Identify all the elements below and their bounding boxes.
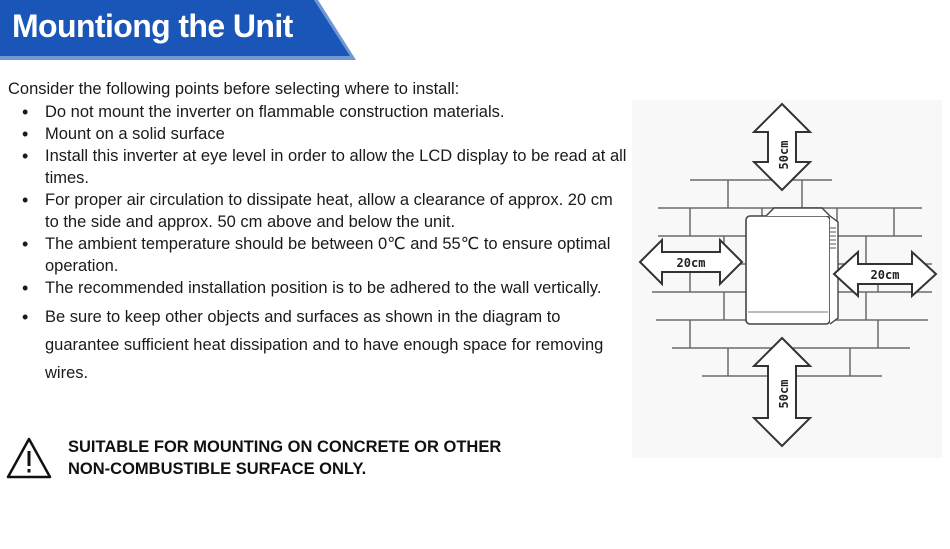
title-banner [0, 0, 356, 60]
warning-text [68, 436, 588, 480]
clearance-diagram-svg [632, 100, 942, 458]
right-clearance-label: 20cm [870, 268, 900, 282]
list-item: • Install this inverter at eye level in order to allow the LCD display to be read at all times. [18, 145, 628, 189]
left-clearance-label: 20cm [676, 256, 706, 270]
warning-notice [6, 436, 606, 484]
list-item: • For proper air circulation to dissipate heat, allow a clearance of approx. 20 cm to the side and approx. 50 cm above and below the unit. [18, 189, 628, 233]
intro-text: Consider the following points before selecting where to install: [8, 80, 460, 98]
install-points-list [18, 101, 628, 387]
list-item: • Mount on a solid surface [18, 123, 628, 145]
list-item: • Do not mount the inverter on flammable construction materials. [18, 101, 628, 123]
list-item: • The ambient temperature should be between 0℃ and 55℃ to ensure optimal operation. [18, 233, 628, 277]
list-item: • Be sure to keep other objects and surfaces as shown in the diagram to guarantee sufficient heat dissipation and to have enough space for removing wires. [18, 303, 628, 387]
warning-line-2: NON-COMBUSTIBLE SURFACE ONLY. [68, 460, 367, 478]
page-title: Mountiong the Unit [12, 8, 293, 44]
top-clearance-label: 50cm [777, 140, 791, 170]
list-item: • The recommended installation position is to be adhered to the wall vertically. [18, 277, 628, 299]
inverter-unit [746, 208, 838, 324]
warning-line-1: SUITABLE FOR MOUNTING ON CONCRETE OR OTHER [68, 438, 502, 456]
bottom-clearance-label: 50cm [777, 379, 791, 409]
clearance-diagram [632, 100, 942, 458]
warning-triangle-icon [6, 436, 52, 480]
